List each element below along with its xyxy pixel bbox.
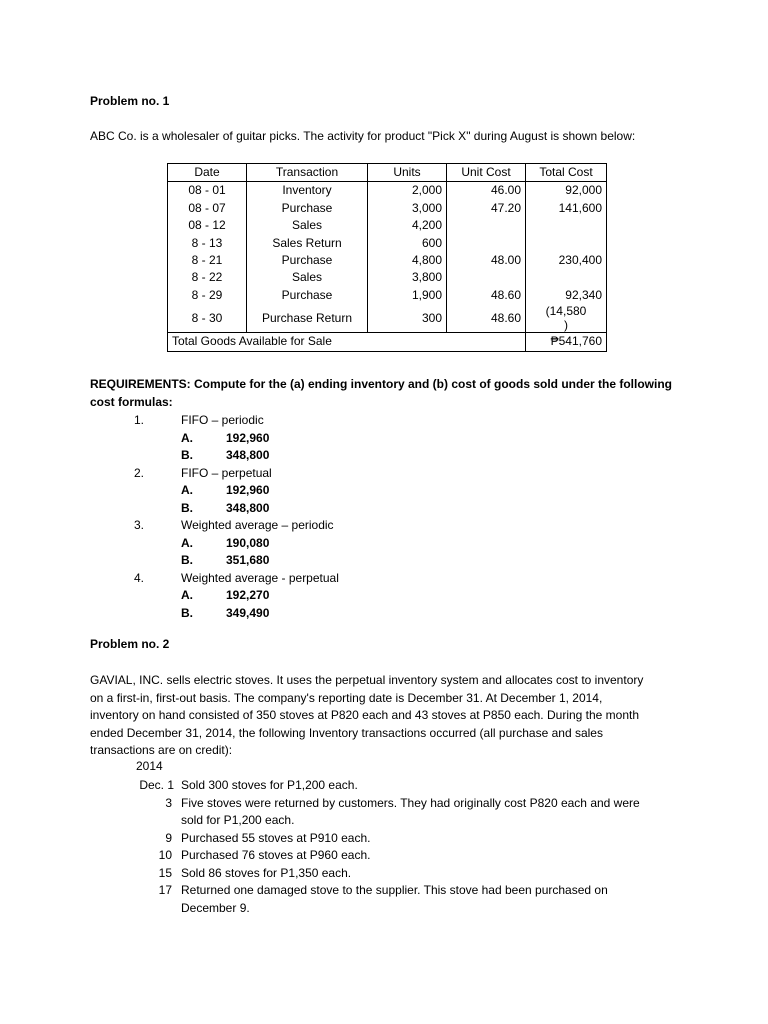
total-value: ₱541,760 — [526, 333, 607, 351]
transaction-day: 3 — [165, 795, 172, 810]
cell-date: 08 - 12 — [168, 217, 247, 234]
transaction-day: 9 — [165, 830, 172, 845]
requirements-text: Compute for the (a) ending inventory and (b) cost of goods sold under the following — [190, 377, 672, 391]
header-date: Date — [168, 164, 247, 182]
option-b-value: 348,800 — [226, 500, 270, 515]
cell-date: 8 - 22 — [168, 269, 247, 286]
transaction-text: Purchased 76 stoves at P960 each. — [181, 848, 371, 862]
transaction-text: Returned one damaged stove to the supplier. This stove had been purchased on — [181, 883, 608, 897]
paragraph-line: ended December 31, 2014, the following Inventory transactions occurred (all purchase and sales — [90, 725, 603, 740]
table-row — [168, 287, 607, 304]
cell-units: 600 — [368, 235, 447, 252]
option-b-value: 351,680 — [226, 553, 270, 567]
option-a-letter: A. — [181, 535, 193, 550]
requirements-label: REQUIREMENTS: — [90, 377, 191, 391]
cell-transaction: Sales Return — [247, 235, 368, 252]
requirement-number: 3. — [134, 518, 145, 532]
table-row — [168, 269, 607, 286]
cell-total-cost: 92,000 — [526, 182, 607, 200]
cell-date: 8 - 30 — [168, 304, 247, 333]
cell-total-cost: 92,340 — [526, 287, 607, 304]
cell-total-cost — [526, 217, 607, 234]
paragraph-line: GAVIAL, INC. sells electric stoves. It uses the perpetual inventory system and allocates cost to inventory — [90, 673, 644, 687]
cell-transaction: Purchase Return — [247, 304, 368, 333]
cell-unit-cost: 48.60 — [447, 304, 526, 333]
cell-transaction: Sales — [247, 269, 368, 286]
problem-1-heading: Problem no. 1 — [90, 94, 170, 108]
option-b-letter: B. — [181, 448, 193, 462]
transaction-day: Dec. 1 — [139, 778, 174, 792]
cell-total-cost: (14,580 ) — [526, 304, 607, 333]
cell-units: 300 — [368, 304, 447, 333]
transaction-text: sold for P1,200 each. — [181, 813, 295, 827]
requirement-label: FIFO – periodic — [181, 413, 264, 427]
cell-units: 1,900 — [368, 287, 447, 304]
transaction-text: Purchased 55 stoves at P910 each. — [181, 830, 371, 845]
table-total-row — [168, 333, 607, 351]
paragraph-line: on a first-in, first-out basis. The company's reporting date is December 31. At December 1, 2014, — [90, 690, 603, 705]
cell-unit-cost — [447, 269, 526, 286]
cell-date: 08 - 07 — [168, 200, 247, 217]
total-label: Total Goods Available for Sale — [168, 333, 526, 351]
requirement-number: 1. — [134, 413, 145, 427]
cell-total-cost: 141,600 — [526, 200, 607, 217]
cell-unit-cost: 47.20 — [447, 200, 526, 217]
cell-unit-cost: 48.60 — [447, 287, 526, 304]
option-b-value: 348,800 — [226, 448, 270, 462]
option-a-letter: A. — [181, 588, 193, 602]
cell-units: 4,800 — [368, 252, 447, 269]
header-units: Units — [368, 164, 447, 182]
cell-date: 8 - 13 — [168, 235, 247, 252]
cell-units: 4,200 — [368, 217, 447, 234]
requirement-label: Weighted average - perpetual — [181, 570, 339, 585]
cell-transaction: Purchase — [247, 287, 368, 304]
option-a-value: 190,080 — [226, 535, 270, 550]
requirement-label: FIFO – perpetual — [181, 465, 272, 480]
cell-unit-cost — [447, 235, 526, 252]
requirements-line-1 — [90, 377, 672, 391]
table-row — [168, 235, 607, 252]
option-a-value: 192,270 — [226, 588, 270, 602]
cell-unit-cost: 46.00 — [447, 182, 526, 200]
cell-transaction: Purchase — [247, 252, 368, 269]
table-row — [168, 182, 607, 200]
requirements-line-2: cost formulas: — [90, 395, 173, 409]
cell-transaction: Purchase — [247, 200, 368, 217]
cell-unit-cost — [447, 217, 526, 234]
cell-unit-cost: 48.00 — [447, 252, 526, 269]
table-row — [168, 304, 607, 333]
option-a-letter: A. — [181, 483, 193, 497]
requirement-number: 4. — [134, 570, 145, 585]
cell-transaction: Inventory — [247, 182, 368, 200]
option-a-letter: A. — [181, 430, 193, 445]
transaction-text: Sold 86 stoves for P1,350 each. — [181, 865, 352, 880]
table-row — [168, 200, 607, 217]
paragraph-line: inventory on hand consisted of 350 stoves at P820 each and 43 stoves at P850 each. During the month — [90, 708, 640, 722]
table-row — [168, 217, 607, 234]
inventory-table — [167, 163, 607, 352]
requirement-label: Weighted average – periodic — [181, 518, 334, 532]
transaction-text: Sold 300 stoves for P1,200 each. — [181, 778, 358, 792]
header-total-cost: Total Cost — [526, 164, 607, 182]
cell-total-cost — [526, 269, 607, 286]
cell-date: 8 - 21 — [168, 252, 247, 269]
option-a-value: 192,960 — [226, 430, 270, 445]
cell-total-cost: 230,400 — [526, 252, 607, 269]
option-b-letter: B. — [181, 605, 193, 620]
table-header-row — [168, 164, 607, 182]
problem-2-heading: Problem no. 2 — [90, 637, 170, 651]
requirement-number: 2. — [134, 465, 145, 480]
problem-1-intro: ABC Co. is a wholesaler of guitar picks. The activity for product "Pick X" during August is shown below: — [90, 129, 636, 143]
cell-units: 3,000 — [368, 200, 447, 217]
cell-date: 8 - 29 — [168, 287, 247, 304]
option-a-value: 192,960 — [226, 483, 270, 497]
transaction-text: Five stoves were returned by customers. They had originally cost P820 each and were — [181, 795, 640, 810]
paragraph-line: transactions are on credit): — [90, 743, 233, 757]
header-transaction: Transaction — [247, 164, 368, 182]
option-b-value: 349,490 — [226, 605, 270, 620]
cell-date: 08 - 01 — [168, 182, 247, 200]
transaction-day: 15 — [158, 865, 172, 880]
option-b-letter: B. — [181, 553, 193, 567]
transaction-day: 10 — [158, 848, 172, 862]
transaction-text: December 9. — [181, 900, 250, 915]
header-unit-cost: Unit Cost — [447, 164, 526, 182]
transaction-day: 17 — [158, 883, 172, 897]
table-row — [168, 252, 607, 269]
cell-total-cost — [526, 235, 607, 252]
year-label: 2014 — [136, 759, 163, 773]
cell-units: 3,800 — [368, 269, 447, 286]
option-b-letter: B. — [181, 500, 193, 515]
cell-units: 2,000 — [368, 182, 447, 200]
cell-transaction: Sales — [247, 217, 368, 234]
